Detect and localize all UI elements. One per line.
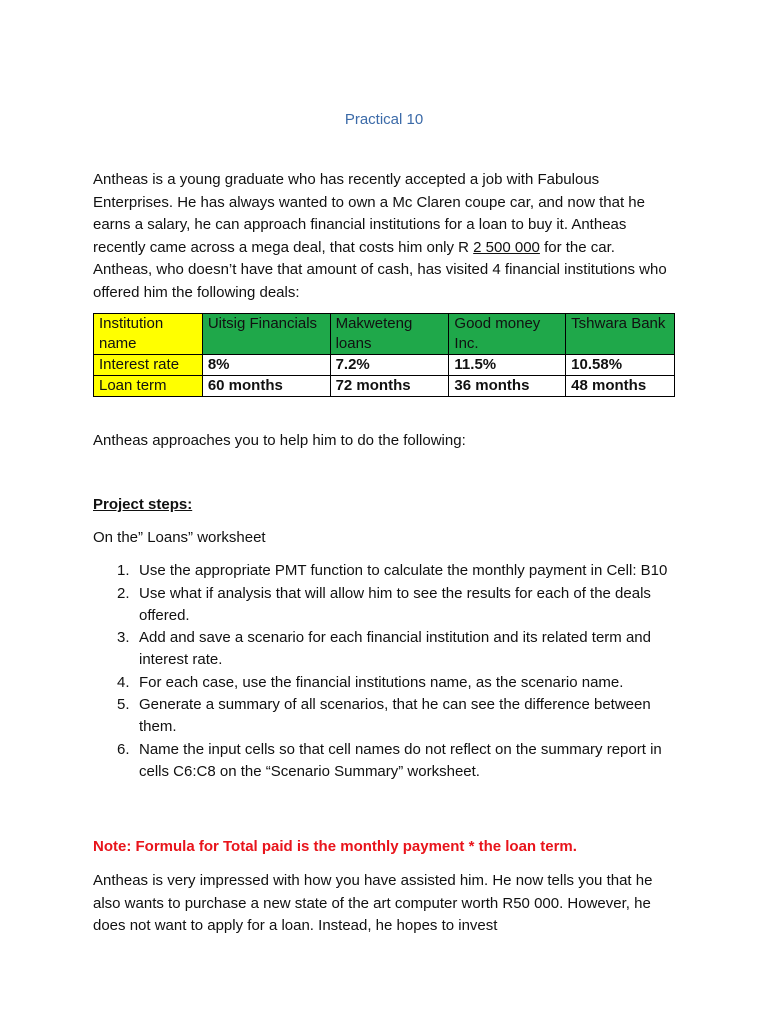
project-steps-heading: Project steps: bbox=[93, 496, 193, 513]
worksheet-text: On the” Loans” worksheet bbox=[93, 529, 266, 546]
rate-cell: 7.2% bbox=[330, 355, 449, 376]
step-text: Generate a summary of all scenarios, that he can see the difference between them. bbox=[139, 696, 651, 735]
rate-cell: 8% bbox=[202, 355, 330, 376]
term-cell: 60 months bbox=[202, 376, 330, 397]
step-text: Use the appropriate PMT function to calculate the monthly payment in Cell: B10 bbox=[139, 562, 668, 579]
row-label-cell: Loan term bbox=[94, 376, 203, 397]
list-item bbox=[93, 583, 683, 627]
list-item bbox=[93, 627, 683, 671]
term-cell: 36 months bbox=[449, 376, 566, 397]
intro-text-end: for the car. Antheas, who doesn’t have that amount of cash, has visited 4 financial institutions who offered him the following deals: bbox=[93, 238, 667, 301]
step-text: Add and save a scenario for each financial institution and its related term and interest rate. bbox=[139, 629, 651, 668]
list-item bbox=[93, 739, 683, 783]
institution-cell: Makweteng loans bbox=[330, 314, 449, 355]
approach-text: Antheas approaches you to help him to do the following: bbox=[93, 432, 466, 449]
intro-paragraph bbox=[93, 169, 677, 304]
step-text: For each case, use the financial institutions name, as the scenario name. bbox=[139, 673, 624, 691]
step-text: Use what if analysis that will allow him to see the results for each of the deals offered. bbox=[139, 584, 651, 624]
table-header-row bbox=[94, 314, 675, 355]
intro-text-start: Antheas is a young graduate who has recently accepted a job with Fabulous Enterprises. He has always wanted to own a Mc Claren coupe car, and now that he earns a salary, he can approach financial institutions for a loan to buy it. Antheas recently came across a mega deal, that costs him only R bbox=[93, 171, 645, 256]
step-number: 4. bbox=[117, 673, 130, 691]
step-number: 3. bbox=[117, 629, 130, 646]
list-item bbox=[93, 560, 683, 582]
step-number: 5. bbox=[117, 696, 130, 713]
step-text: Name the input cells so that cell names do not reflect on the summary report in cells C6:C8 on the “Scenario Summary” worksheet. bbox=[139, 740, 662, 780]
list-item bbox=[93, 694, 683, 738]
closing-paragraph: Antheas is very impressed with how you have assisted him. He now tells you that he also wants to purchase a new state of the art computer worth R50 000. However, he does not want to apply for a loan. Instead, he hopes to invest bbox=[93, 872, 653, 934]
header-label-cell: Institution name bbox=[94, 314, 203, 355]
table-row bbox=[94, 355, 675, 376]
rate-cell: 10.58% bbox=[566, 355, 675, 376]
step-number: 2. bbox=[117, 584, 130, 602]
term-cell: 72 months bbox=[330, 376, 449, 397]
step-number: 6. bbox=[117, 740, 130, 758]
table-row bbox=[94, 376, 675, 397]
car-price: 2 500 000 bbox=[473, 238, 540, 256]
term-cell: 48 months bbox=[566, 376, 675, 397]
step-number: 1. bbox=[117, 562, 130, 579]
steps-list bbox=[93, 560, 683, 783]
rate-cell: 11.5% bbox=[449, 355, 566, 376]
page-title: Practical 10 bbox=[344, 111, 424, 128]
deals-table bbox=[93, 313, 675, 397]
institution-cell: Good money Inc. bbox=[449, 314, 566, 355]
list-item bbox=[93, 672, 683, 694]
row-label-cell: Interest rate bbox=[94, 355, 203, 376]
formula-note: Note: Formula for Total paid is the monthly payment * the loan term. bbox=[93, 838, 577, 855]
institution-cell: Uitsig Financials bbox=[202, 314, 330, 355]
institution-cell: Tshwara Bank bbox=[566, 314, 675, 355]
